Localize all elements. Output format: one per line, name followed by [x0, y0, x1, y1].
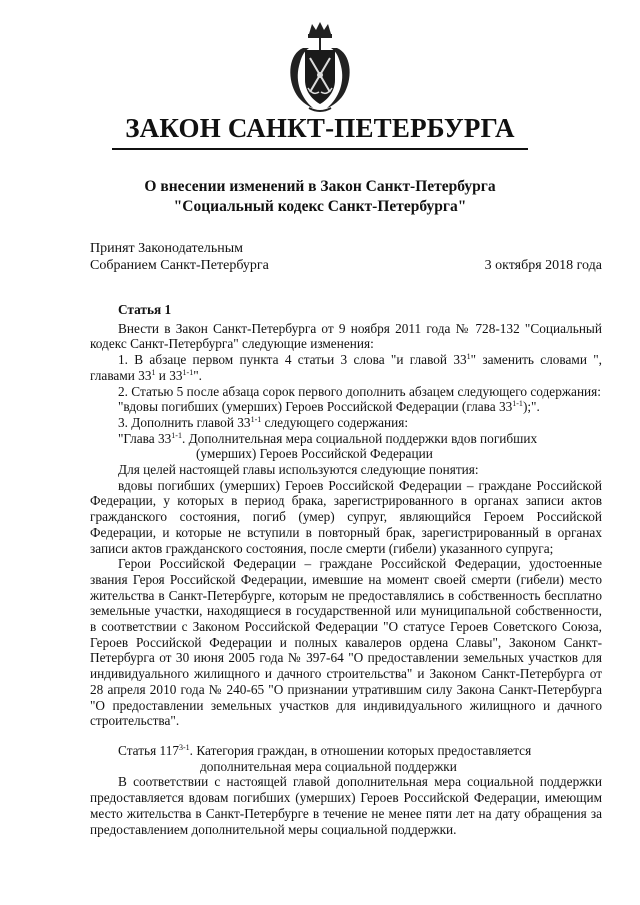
law-title: ЗАКОН САНКТ-ПЕТЕРБУРГА: [125, 113, 515, 143]
article-117-heading: Статья 117$^{3-1}$. Категория граждан, в отношении которых предоставляется: [118, 742, 532, 758]
article-117-text: В соответствии с настоящей главой дополнительная мера социальной поддержки предоставляется вдовам погибших (умерших) Героев Российской Федерации, имеющим место жительства в Санкт-Петербурге в течение не менее пяти лет на дату обращения за предоставлением дополнительной меры социальной поддержки.: [90, 774, 602, 837]
change-item-2-quote: "вдовы погибших (умерших) Героев Российской Федерации (глава 33$^{1-1}$);".: [118, 399, 540, 415]
subtitle-line-2: "Социальный кодекс Санкт-Петербурга": [173, 198, 467, 215]
article-1-intro: Внести в Закон Санкт-Петербурга от 9 ноября 2011 года № 728-132 "Социальный кодекс Санкт-Петербурга" следующие изменения:: [90, 320, 602, 352]
article-117-heading-line-2: дополнительная мера социальной поддержки: [200, 758, 457, 774]
change-item-2: 2. Статью 5 после абзаца сорок первого дополнить абзацем следующего содержания:: [118, 383, 601, 399]
chapter-heading-line-2: (умерших) Героев Российской Федерации: [196, 446, 433, 462]
law-subtitle: [0, 177, 640, 217]
change-item-3: 3. Дополнить главой 33$^{1-1}$ следующего содержания:: [118, 414, 409, 430]
law-body: [90, 302, 602, 837]
definitions-intro: Для целей настоящей главы используются следующие понятия:: [118, 462, 479, 478]
adopted-line-2: Собранием Санкт-Петербурга: [90, 258, 269, 273]
adopted-by: [90, 240, 269, 274]
spacer: [90, 729, 602, 743]
article-1-heading: Статья 1: [118, 302, 172, 317]
adopted-line-1: Принят Законодательным: [90, 241, 243, 256]
subtitle-line-1: О внесении изменений в Закон Санкт-Петербурга: [144, 178, 496, 195]
chapter-heading: "Глава 33$^{1-1}$. Дополнительная мера социальной поддержки вдов погибших: [118, 430, 538, 446]
title-underline: [112, 148, 528, 150]
definition-heroes: Герои Российской Федерации – граждане Российской Федерации, удостоенные звания Героя Российской Федерации, имевшие на момент своей смерти (гибели) место жительства в Санкт-Петербурге, которым не предоставлялись в собственность бесплатно земельные участки, находящиеся в государственной или муниципальной собственности, в соответствии с Законом Российской Федерации "О статусе Героев Советского Союза, Героев Российской Федерации и полных кавалеров ордена Славы", Законом Санкт-Петербурга от 30 июня 2005 года № 397-64 "О предоставлении земельных участков для индивидуального жилищного и дачного строительства" и Законом Санкт-Петербурга от 28 апреля 2010 года № 240-65 "О признании утратившим силу Закона Санкт-Петербурга "О предоставлении земельных участков для индивидуального жилищного и дачного строительства".: [90, 556, 602, 729]
definition-widows: вдовы погибших (умерших) Героев Российской Федерации – граждане Российской Федерации, у которых в период брака, зарегистрированного в органах записи актов гражданского состояния, погиб (умер) супруг, являющийся Героем Российской Федерации, и которые не вступили в повторный брак, зарегистрированный в органах записи актов гражданского состояния, после смерти (гибели) указанного супруга;: [90, 477, 602, 556]
coat-of-arms-icon: [279, 20, 361, 116]
change-item-1: 1. В абзаце первом пункта 4 статьи 3 слова "и главой $33^1$" заменить словами ", главами $33^1$ и 33$^{1-1}$".: [90, 352, 602, 383]
adoption-date: 3 октября 2018 года: [484, 258, 602, 273]
